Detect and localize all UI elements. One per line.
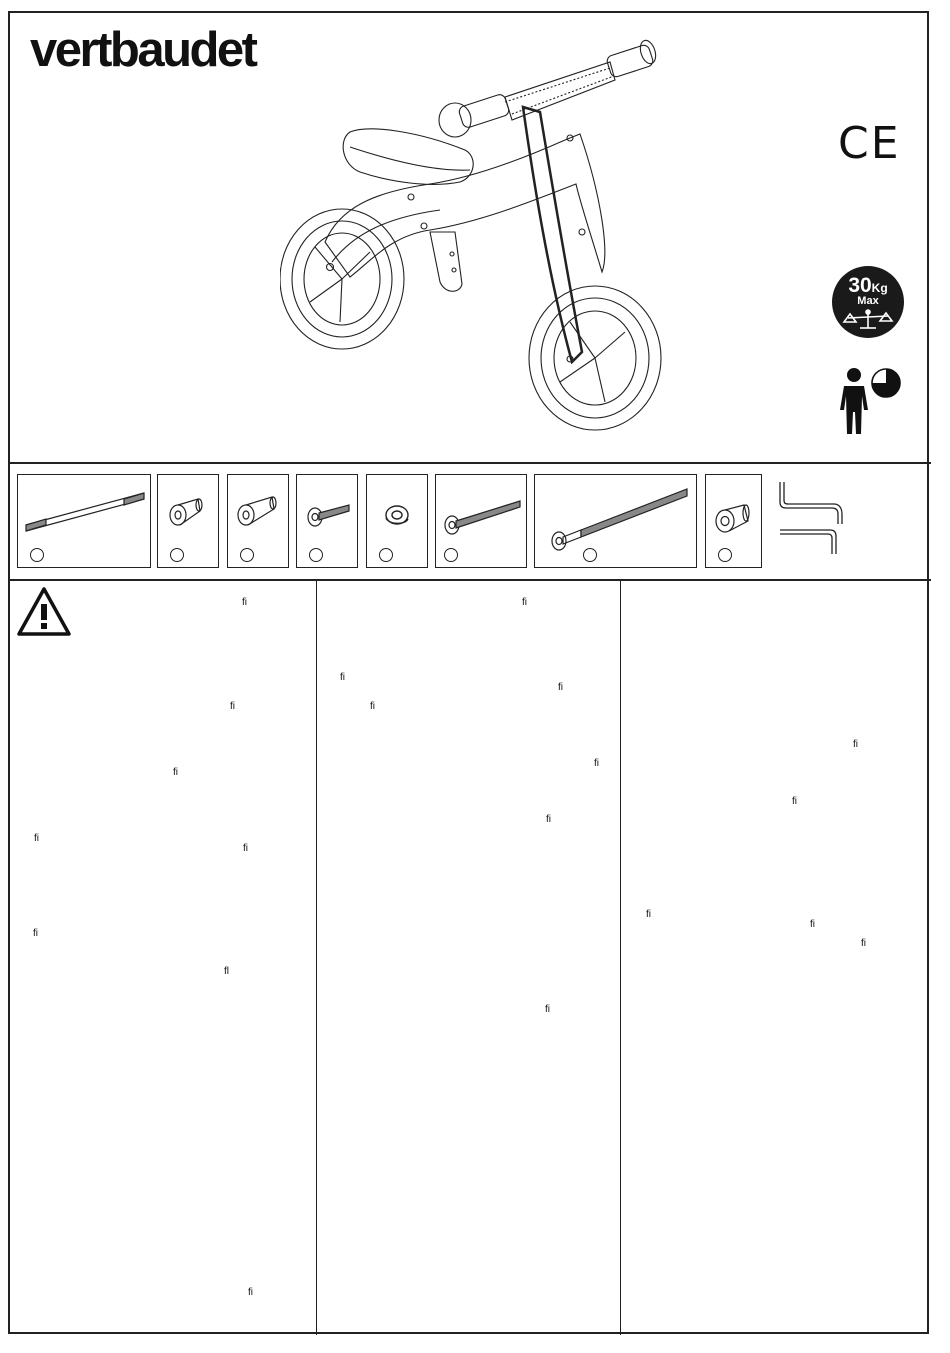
warning-triangle-icon (16, 586, 72, 638)
ligature-mark: fi (173, 767, 178, 778)
part-long-barrel-nut (227, 474, 289, 568)
ce-mark: CE (838, 118, 901, 169)
brand-logo: vertbaudet (30, 23, 256, 77)
header-divider (8, 462, 931, 464)
scale-icon (832, 266, 904, 338)
ligature-mark: fi (34, 833, 39, 844)
weight-max-label: Max (857, 295, 879, 307)
ligature-mark: fi (545, 1004, 550, 1015)
ligature-mark: fi (522, 597, 527, 608)
ligature-mark: fi (370, 701, 375, 712)
part-end-cap (705, 474, 762, 568)
part-number-8 (718, 548, 732, 562)
ligature-mark: fi (230, 701, 235, 712)
ligature-mark: fi (33, 928, 38, 939)
ligature-mark: fi (853, 739, 858, 750)
part-number-3 (240, 548, 254, 562)
part-number-7 (583, 548, 597, 562)
ligature-mark: fi (242, 597, 247, 608)
part-number-5 (379, 548, 393, 562)
ligature-mark: fi (810, 919, 815, 930)
ligature-mark: fl (224, 966, 229, 977)
part-long-bolt (534, 474, 697, 568)
ligature-mark: fi (861, 938, 866, 949)
part-short-barrel-nut (157, 474, 219, 568)
part-spring-washer (366, 474, 428, 568)
part-number-1 (30, 548, 44, 562)
weight-unit: Kg (871, 281, 888, 295)
ligature-mark: fi (558, 682, 563, 693)
part-threaded-rod (17, 474, 151, 568)
ligature-mark: fi (646, 909, 651, 920)
ligature-mark: fi (243, 843, 248, 854)
allen-keys (774, 478, 844, 562)
ligature-mark: fi (546, 814, 551, 825)
part-number-6 (444, 548, 458, 562)
part-short-bolt (296, 474, 358, 568)
child-age-icon (836, 366, 906, 436)
part-number-2 (170, 548, 184, 562)
weight-value: 30 (848, 274, 872, 297)
column-divider-2 (620, 580, 621, 1335)
ligature-mark: fi (248, 1287, 253, 1298)
part-number-4 (309, 548, 323, 562)
part-medium-bolt (435, 474, 527, 568)
ligature-mark: fi (594, 758, 599, 769)
parts-divider (8, 579, 931, 581)
ligature-mark: fi (340, 672, 345, 683)
column-divider-1 (316, 580, 317, 1335)
balance-bike-illustration (280, 32, 670, 442)
weight-limit-badge (832, 266, 904, 338)
ligature-mark: fi (792, 796, 797, 807)
